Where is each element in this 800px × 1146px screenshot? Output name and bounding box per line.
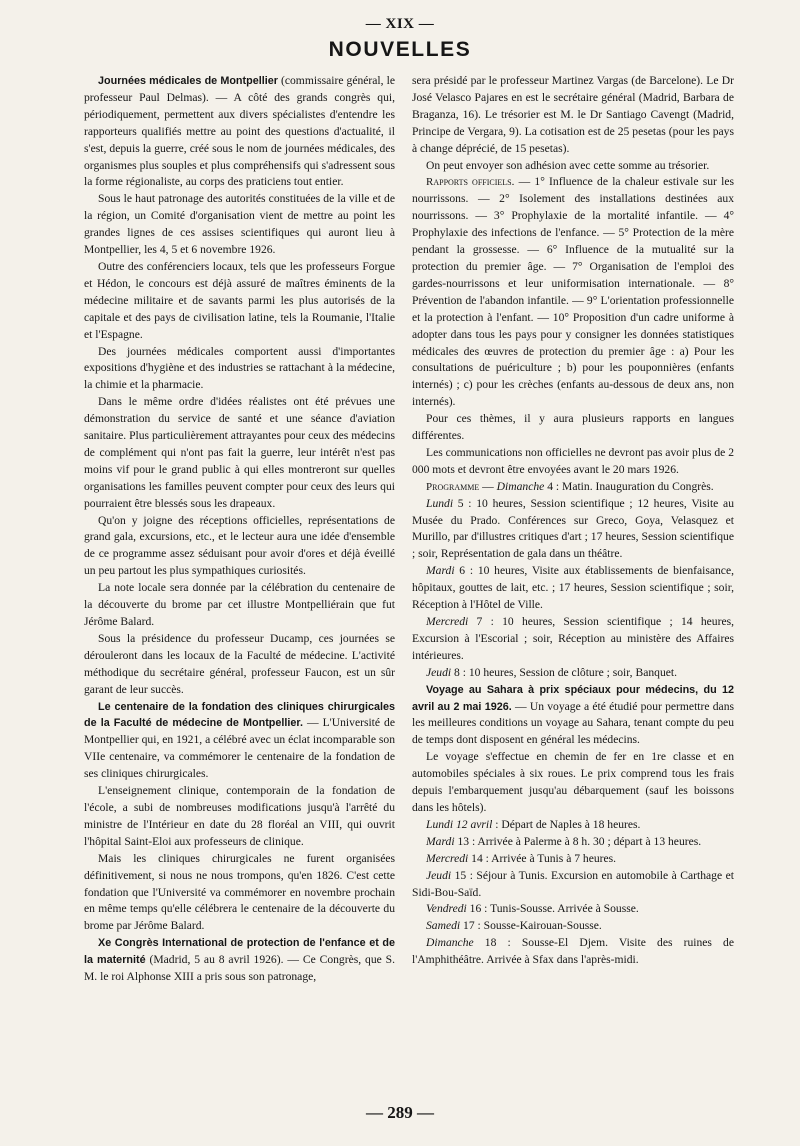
article-voyage-sahara bbox=[412, 682, 734, 750]
itinerary-entry bbox=[412, 935, 734, 969]
article-text: (Madrid, 5 au 8 avril 1926). — Ce Congrès, que S. M. le roi Alphonse XIII a pris sous son patronage, bbox=[84, 953, 395, 984]
article-text: — L'Université de Montpellier qui, en 1921, a célébré avec un éclat incomparable son VIIe centenaire, va commémorer le centenaire de la fondation de ses cliniques chirurgicales. bbox=[84, 716, 395, 781]
day-label: Lundi bbox=[426, 496, 454, 510]
programme-entry bbox=[412, 496, 734, 564]
article-text: — Un voyage a été étudié pour permettre dans les meilleures conditions un voyage au Sahara, tenant compte du peu de temps dont disposent en général les médecins. bbox=[412, 699, 734, 747]
programme-entry bbox=[412, 665, 734, 682]
day-label: Vendredi bbox=[426, 902, 467, 916]
day-label: Mardi bbox=[426, 564, 455, 578]
article-cliniques-centenaire bbox=[84, 699, 395, 784]
entry-text: 6 : 10 heures, Visite aux établissements de bienfaisance, hôpitaux, gouttes de lait, etc. ; 17 heures, Session scientifique ; soir, Réception à l'Hôtel de Ville. bbox=[412, 564, 734, 612]
paragraph: Le voyage s'effectue en chemin de fer en 1re classe et en automobiles spéciales à six roues. Le prix comprend tous les frais depuis l'embarquement jusqu'au débarquement (sauf les boissons dans les hôtels). bbox=[412, 750, 734, 814]
programme-entry bbox=[412, 563, 734, 614]
day-label: Mercredi bbox=[426, 615, 469, 628]
entry-text: 18 : Sousse-El Djem. Visite des ruines de l'Amphithéâtre. Arrivée à Sfax dans l'après-midi. bbox=[412, 936, 734, 967]
paragraph: Outre des conférenciers locaux, tels que les professeurs Forgue et Hédon, le concours est déjà assuré de maîtres éminents de la médecine militaire et de savants parmi les plus autorisés de la capitale et des pays de civilisation latine, tels la Roumanie, l'Italie et l'Espagne. bbox=[84, 259, 395, 341]
entry-text: 4 : Matin. Inauguration du Congrès. bbox=[544, 479, 714, 493]
day-label: Jeudi bbox=[426, 665, 452, 679]
entry-text: 17 : Sousse-Kairouan-Sousse. bbox=[460, 919, 602, 933]
paragraph: La note locale sera donnée par la célébration du centenaire de la découverte du brome par cet illustre Montpelliérain que fut Jérôme Balard. bbox=[84, 581, 395, 628]
entry-text: : Départ de Naples à 18 heures. bbox=[492, 817, 641, 831]
article-congres-madrid bbox=[84, 935, 395, 986]
article-heading: Journées médicales de Montpellier bbox=[98, 75, 278, 87]
article-heading: Voyage au Sahara à prix spéciaux pour médecins, du 12 avril au 2 mai 1926. bbox=[412, 683, 734, 713]
paragraph-continued: sera présidé par le professeur Martinez Vargas (de Barcelone). Le Dr José Velasco Pajares en est le secrétaire général (Madrid, Barbara de Braganza, 16). Le trésorier est M. le Dr Santiago Cavengt (Madrid, Principe de Vergara, 9). La cotisation est de 25 pesetas (pour les pays à change déprécié, de 15 pesetas). bbox=[412, 74, 734, 155]
day-label: Dimanche bbox=[496, 479, 545, 493]
rapports-officiels bbox=[412, 174, 734, 411]
paragraph: L'enseignement clinique, contemporain de la fondation de l'école, a subi de nombreuses modifications jusqu'à l'arrêté du ministre de l'Intérieur en date du 28 floréal an VIII, qui ouvrit l'hôpital Saint-Eloi aux professeurs de clinique. bbox=[84, 784, 395, 848]
paragraph: Les communications non officielles ne devront pas avoir plus de 2 000 mots et devront être envoyées avant le 20 mars 1926. bbox=[412, 445, 734, 476]
right-column bbox=[412, 73, 734, 1093]
entry-text: 7 : 10 heures, Session scientifique ; 14 heures, Excursion à l'Escorial ; soir, Réception au ministère des Affaires intérieures. bbox=[412, 615, 734, 662]
day-label: Dimanche bbox=[426, 936, 474, 950]
article-heading: Xe Congrès International de protection de l'enfance et de la maternité bbox=[84, 937, 395, 967]
paragraph: Des journées médicales comportent aussi d'importantes expositions d'hygiène et des industries se rattachant à la médecine, la chimie et la pharmacie. bbox=[84, 344, 395, 392]
itinerary-entry bbox=[412, 918, 734, 935]
article-text: (commissaire général, le professeur Paul Delmas). — A côté des grands congrès qui, périodiquement, permettent aux divers spécialistes d'entendre les rapporteurs qualifiés mettre au point des questions d'actualité, il s'est, depuis la guerre, créé sous le nom de journées médicales, des organismes plus souples et plus compréhensifs qui s'adressent sous la forme régionaliste, au corps des praticiens tout entier. bbox=[84, 74, 395, 189]
day-label: Jeudi bbox=[426, 868, 452, 882]
paragraph: Pour ces thèmes, il y aura plusieurs rapports en langues différentes. bbox=[412, 412, 734, 443]
paragraph: Mais les cliniques chirurgicales ne furent organisées définitivement, si nous ne nous trompons, qu'en 1826. C'est cette fondation que l'Université va commémorer en novembre prochain en même temps qu'elle célébrera le centenaire de la découverte du brome par Jérôme Balard. bbox=[84, 851, 395, 933]
entry-text: 13 : Arrivée à Palerme à 8 h. 30 ; départ à 13 heures. bbox=[454, 834, 702, 848]
paragraph: On peut envoyer son adhésion avec cette somme au trésorier. bbox=[426, 158, 710, 172]
subheading: Rapports officiels. bbox=[426, 176, 515, 189]
subheading: Programme bbox=[426, 480, 480, 493]
programme-entry: Programme — Dimanche 4 : Matin. Inauguration du Congrès. bbox=[426, 479, 714, 493]
article-montpellier-journees bbox=[84, 73, 395, 191]
page-title: NOUVELLES bbox=[328, 38, 472, 61]
entry-text: 15 : Séjour à Tunis. Excursion en automobile à Carthage et Sidi-Bou-Saïd. bbox=[412, 868, 734, 899]
entry-text: 14 : Arrivée à Tunis à 7 heures. bbox=[468, 851, 617, 865]
entry-text: 8 : 10 heures, Session de clôture ; soir, Banquet. bbox=[451, 665, 678, 679]
paragraph: Sous le haut patronage des autorités constituées de la ville et de la région, un Comité d'organisation vient de mettre au point les grandes lignes de ces assises scientifiques qui auront lieu à Montpellier, les 4, 5 et 6 novembre 1926. bbox=[84, 192, 395, 257]
day-label: Mercredi bbox=[426, 851, 469, 865]
page-number: — 289 — bbox=[366, 1103, 434, 1122]
entry-text: 5 : 10 heures, Session scientifique ; 12 heures, Visite au Musée du Prado. Conférences sur Greco, Goya, Velasquez et Murillo, par d'illustres critiques d'art ; 17 heures, Session scientifique ; soir, Représentation de gala dans un théâtre. bbox=[412, 496, 734, 561]
itinerary-entry bbox=[412, 868, 734, 902]
entry-text: 16 : Tunis-Sousse. Arrivée à Sousse. bbox=[466, 902, 639, 916]
left-column bbox=[84, 73, 395, 1093]
paragraph: Qu'on y joigne des réceptions officielles, représentations de grand gala, excursions, etc., et le lecteur aura une idée d'ensemble de ce programme assez séduisant pour avoir d'ores et déjà éveillé un peu partout les plus sympathiques curiosités. bbox=[84, 513, 395, 578]
paragraph: Sous la présidence du professeur Ducamp, ces journées se dérouleront dans les locaux de la Faculté de médecine. L'activité méthodique du secrétaire général, professeur Faucon, est un sûr garant de leur succès. bbox=[84, 631, 395, 696]
itinerary-entry bbox=[412, 851, 734, 868]
section-folio: — XIX — bbox=[365, 16, 435, 32]
day-label: Lundi 12 avril bbox=[426, 817, 493, 831]
itinerary-entry bbox=[412, 901, 734, 918]
article-text: — 1° Influence de la chaleur estivale sur les nourrissons. — 2° Isolement des installations destinées aux nourrissons. — 3° Prophylaxie de la mortalité infantile. — 4° Prophylaxie des infections de l'enfance. — 5° Protection de la mère pendant la grossesse. — 6° Influence de la mutualité sur la protection du premier âge. — 7° Organisation de l'emploi des gardes-nourrissons et leur uniformisation internationale. — 8° Prévention de l'abandon infantile. — 9° L'orientation professionnelle et la protection à l'enfant. — 10° Proposition d'un cadre uniforme à adopter dans tous les pays pour y consigner les données statistiques médicales des œuvres de protection du premier âge : a) Pour les consultations de puériculture ; b) pour les pouponnières (enfants internés) ; c) pour les crèches (enfants au-dessous de deux ans, non internés). bbox=[412, 175, 734, 409]
article-heading: Le centenaire de la fondation des cliniques chirurgicales de la Faculté de médecine de Montpellier. bbox=[84, 700, 395, 730]
paragraph: Dans le même ordre d'idées réalistes ont été prévues une démonstration du service de santé et une séance d'aviation sanitaire. Plus particulièrement attrayantes pour ceux des médecins de complément qui n'ont pas fait la guerre, leur intérêt n'est pas moins vif pour le grand public à qui elles montreront sur quelles organisations les familles peuvent compter pour ceux des leurs qui pourraient être blessés sous les drapeaux. bbox=[84, 395, 395, 510]
day-label: Samedi bbox=[426, 919, 461, 933]
day-label: Mardi bbox=[426, 834, 455, 848]
programme-entry bbox=[412, 614, 734, 665]
itinerary-entry bbox=[412, 834, 734, 851]
itinerary-entry bbox=[412, 817, 734, 834]
